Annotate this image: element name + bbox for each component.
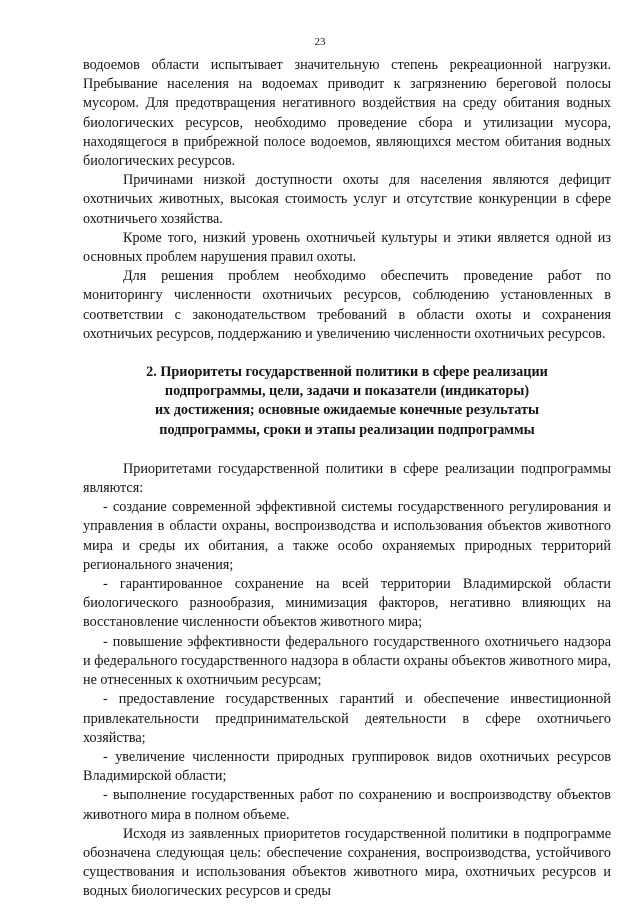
paragraph-monitoring: Для решения проблем необходимо обеспечить проведение работ по мониторингу численности охотничьих ресурсов, соблюдению установленных в соответствии с законодательством требований в области охоты и сохранения охотничьих ресурсов, поддержанию и увеличению численности охотничьих ресурсов.: [83, 268, 611, 342]
list-item: - создание современной эффективной системы государственного регулирования и управления в области охраны, воспроизводства и использования объектов животного мира и среды их обитания, а также особо охраняемых природных территорий регионального значения;: [83, 499, 611, 573]
paragraph-hunting-culture: Кроме того, низкий уровень охотничьей культуры и этики является одной из основных проблем нарушения правил охоты.: [83, 229, 611, 266]
list-item: - гарантированное сохранение на всей территории Владимирской области биологического разнообразия, минимизация факторов, негативно влияющих на восстановление численности объектов животного мира;: [83, 576, 611, 631]
priorities-intro: Приоритетами государственной политики в сфере реализации подпрограммы являются:: [83, 460, 611, 497]
list-item: - предоставление государственных гарантий и обеспечение инвестиционной привлекательности предпринимательской деятельности в сфере охотничьего хозяйства;: [83, 691, 611, 746]
heading-line: 2. Приоритеты государственной политики в сфере реализации: [146, 364, 548, 381]
heading-line: их достижения; основные ожидаемые конечные результаты: [154, 402, 540, 419]
paragraph-hunting-access: Причинами низкой доступности охоты для населения являются дефицит охотничьих животных, высокая стоимость услуг и отсутствие конкуренции в сфере охотничьего хозяйства.: [83, 172, 611, 227]
list-item: - увеличение численности природных группировок видов охотничьих ресурсов Владимирской области;: [83, 748, 611, 785]
heading-line: подпрограммы, цели, задачи и показатели (индикаторы): [164, 383, 530, 400]
paragraph-goal: Исходя из заявленных приоритетов государственной политики в подпрограмме обозначена следующая цель: обеспечение сохранения, воспроизводства, устойчивого существования и использования объектов животного мира, охотничьих ресурсов и водных биологических ресурсов и среды: [83, 825, 611, 900]
page-number: 23: [314, 36, 326, 48]
heading-line: подпрограммы, сроки и этапы реализации подпрограммы: [159, 421, 535, 438]
section-heading: [83, 363, 611, 440]
list-item: - выполнение государственных работ по сохранению и воспроизводству объектов животного мира в полном объеме.: [83, 787, 611, 823]
document-body: [83, 56, 611, 902]
paragraph-continuation: водоемов области испытывает значительную степень рекреационной нагрузки. Пребывание населения на водоемах приводит к загрязнению береговой полосы мусором. Для предотвращения негативного воздействия на среду обитания водных биологических ресурсов, необходимо проведение сбора и утилизации мусора, находящегося в прибрежной полосе водоемов, являющихся местом обитания водных биологических ресурсов.: [83, 57, 611, 170]
list-item: - повышение эффективности федерального государственного охотничьего надзора и федерального государственного надзора в области охраны объектов животного мира, не отнесенных к охотничьим ресурсам;: [83, 633, 611, 689]
